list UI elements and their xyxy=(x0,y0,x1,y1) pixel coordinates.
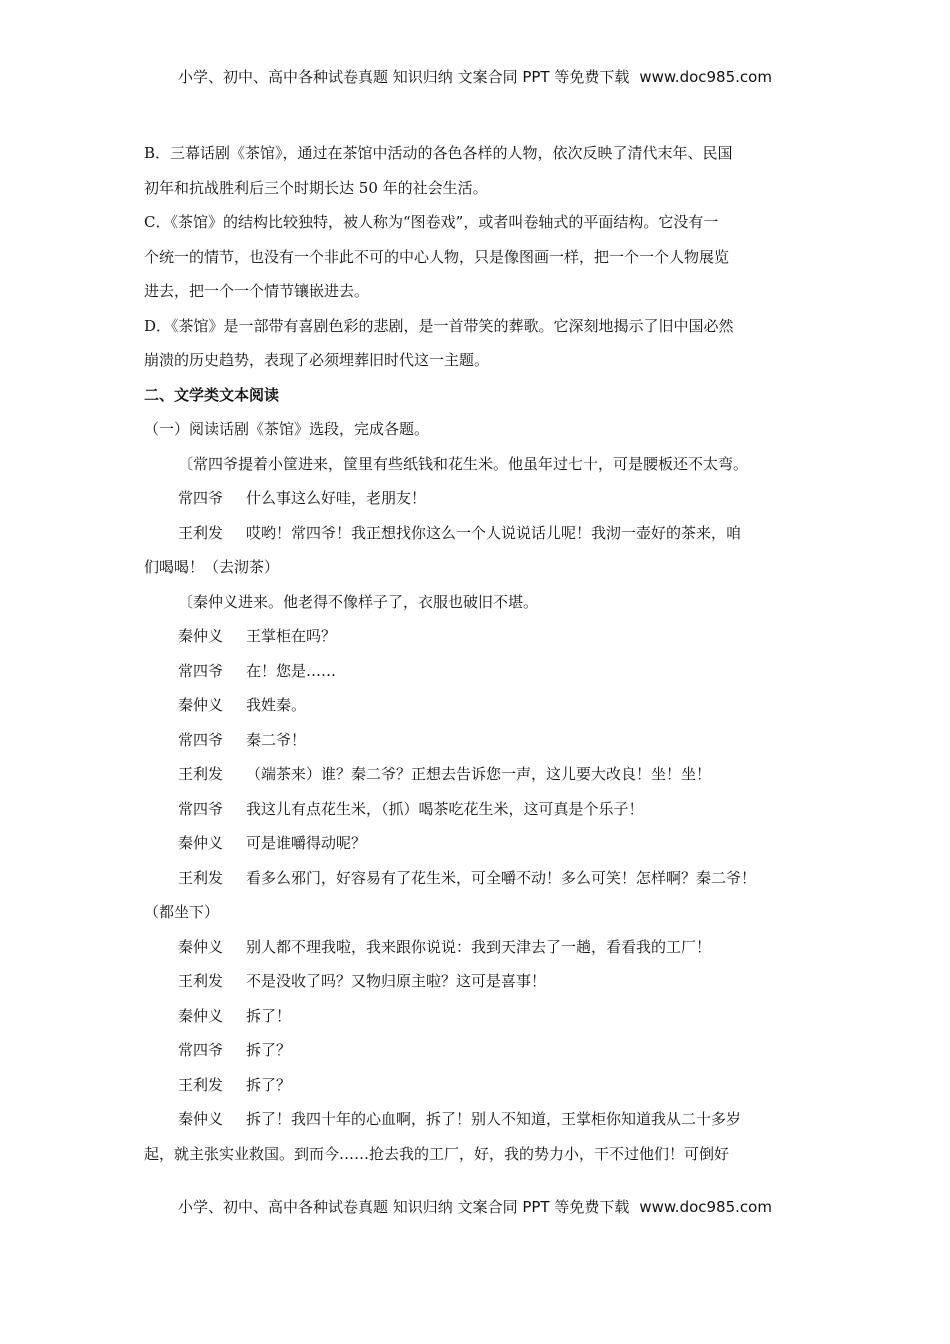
dialogue-text: 拆了？ xyxy=(246,1075,292,1094)
speaker: 秦仲义 xyxy=(178,937,224,956)
option-c-line-1: C．《茶馆》的结构比较独特，被人称为“图卷戏”，或者叫卷轴式的平面结构。它没有一 xyxy=(144,213,719,231)
dialogue-text: 看多么邪门，好容易有了花生米，可全嚼不动！多么可笑！怎样啊？秦二爷！ xyxy=(246,868,757,887)
speaker: 王利发 xyxy=(178,523,224,542)
dialogue-line xyxy=(144,654,809,689)
dialogue-line xyxy=(144,516,809,551)
dialogue-text: 拆了！ xyxy=(246,1006,292,1025)
dialogue-text: 拆了？ xyxy=(246,1041,292,1059)
speaker: 秦仲义 xyxy=(178,834,224,852)
dialogue-text: 我这儿有点花生米，（抓）喝茶吃花生米，这可真是个乐子！ xyxy=(246,799,644,818)
dialogue-continuation: （都坐下） xyxy=(144,903,220,921)
speaker: 王利发 xyxy=(178,868,224,887)
dialogue-line xyxy=(144,1068,809,1103)
header-text: 小学、初中、高中各种试卷真题 知识归纳 文案合同 PPT 等免费下载 xyxy=(178,68,630,86)
dialogue-line xyxy=(144,619,809,654)
dialogue-continuation: 起，就主张实业救国。到而今……抢去我的工厂，好，我的势力小，干不过他们！可倒好 xyxy=(144,1144,730,1163)
document-body xyxy=(144,136,809,1171)
option-c-line-3: 进去，把一个一个情节镶嵌进去。 xyxy=(144,282,370,300)
stage-direction: 〔常四爷提着小筐进来，筐里有些纸钱和花生米。他虽年过七十，可是腰板还不太弯。 xyxy=(178,454,749,473)
speaker: 王利发 xyxy=(178,1075,224,1094)
option-d-line-2: 崩溃的历史趋势，表现了必须埋葬旧时代这一主题。 xyxy=(144,351,490,369)
dialogue-line xyxy=(144,964,809,999)
footer-text: 小学、初中、高中各种试卷真题 知识归纳 文案合同 PPT 等免费下载 xyxy=(178,1198,630,1216)
dialogue-line xyxy=(144,826,809,861)
section-subtitle: （一）阅读话剧《茶馆》选段，完成各题。 xyxy=(144,420,430,438)
dialogue-text: 在！您是…… xyxy=(246,661,337,680)
dialogue-text: 可是谁嚼得动呢？ xyxy=(246,834,367,852)
speaker: 秦仲义 xyxy=(178,696,224,714)
stage-direction: 〔秦仲义进来。他老得不像样子了，衣服也破旧不堪。 xyxy=(178,592,539,611)
speaker: 秦仲义 xyxy=(178,1006,224,1025)
dialogue-text: （端茶来）谁？秦二爷？正想去告诉您一声，这儿要大改良！坐！坐！ xyxy=(246,765,712,783)
dialogue-line xyxy=(144,723,809,758)
option-c-line-2: 个统一的情节，也没有一个非此不可的中心人物，只是像图画一样，把一个一个人物展览 xyxy=(144,247,730,266)
dialogue-line xyxy=(144,1033,809,1068)
speaker: 常四爷 xyxy=(178,1041,224,1059)
dialogue-text: 别人都不理我啦，我来跟你说说：我到天津去了一趟，看看我的工厂！ xyxy=(246,937,712,956)
dialogue-line xyxy=(144,792,809,827)
option-b-line-1: B．三幕话剧《茶馆》，通过在茶馆中活动的各色各样的人物，依次反映了清代末年、民国 xyxy=(144,144,733,162)
speaker: 王利发 xyxy=(178,972,224,990)
speaker: 常四爷 xyxy=(178,799,224,818)
speaker: 秦仲义 xyxy=(178,627,224,645)
header-url[interactable]: www.doc985.com xyxy=(639,68,772,86)
dialogue-line xyxy=(144,688,809,723)
dialogue-continuation: 们喝喝！（去沏茶） xyxy=(144,558,280,576)
option-b-line-2: 初年和抗战胜利后三个时期长达 50 年的社会生活。 xyxy=(144,178,488,197)
dialogue-text: 拆了！我四十年的心血啊，拆了！别人不知道，王掌柜你知道我从二十多岁 xyxy=(246,1110,742,1128)
page-footer xyxy=(0,1196,950,1217)
dialogue-text: 不是没收了吗？又物归原主啦？这可是喜事！ xyxy=(246,972,547,990)
speaker: 常四爷 xyxy=(178,661,224,680)
dialogue-text: 我姓秦。 xyxy=(246,696,307,714)
page-header xyxy=(0,66,950,87)
dialogue-text: 哎哟！常四爷！我正想找你这么一个人说说话儿呢！我沏一壶好的茶来，咱 xyxy=(246,523,742,542)
dialogue-text: 秦二爷！ xyxy=(246,730,307,749)
footer-url[interactable]: www.doc985.com xyxy=(639,1198,772,1216)
speaker: 王利发 xyxy=(178,765,224,783)
section-title: 二、文学类文本阅读 xyxy=(144,385,280,404)
option-d-line-1: D．《茶馆》是一部带有喜剧色彩的悲剧，是一首带笑的葬歌。它深刻地揭示了旧中国必然 xyxy=(144,316,734,335)
dialogue-line xyxy=(144,481,809,516)
dialogue-line xyxy=(144,999,809,1034)
dialogue-line xyxy=(144,757,809,792)
speaker: 秦仲义 xyxy=(178,1110,224,1128)
speaker: 常四爷 xyxy=(178,730,224,749)
dialogue-text: 什么事这么好哇，老朋友！ xyxy=(246,489,427,507)
speaker: 常四爷 xyxy=(178,489,224,507)
dialogue-line xyxy=(144,930,809,965)
dialogue-text: 王掌柜在吗？ xyxy=(246,627,337,645)
dialogue-line xyxy=(144,1102,809,1137)
dialogue-line xyxy=(144,861,809,896)
